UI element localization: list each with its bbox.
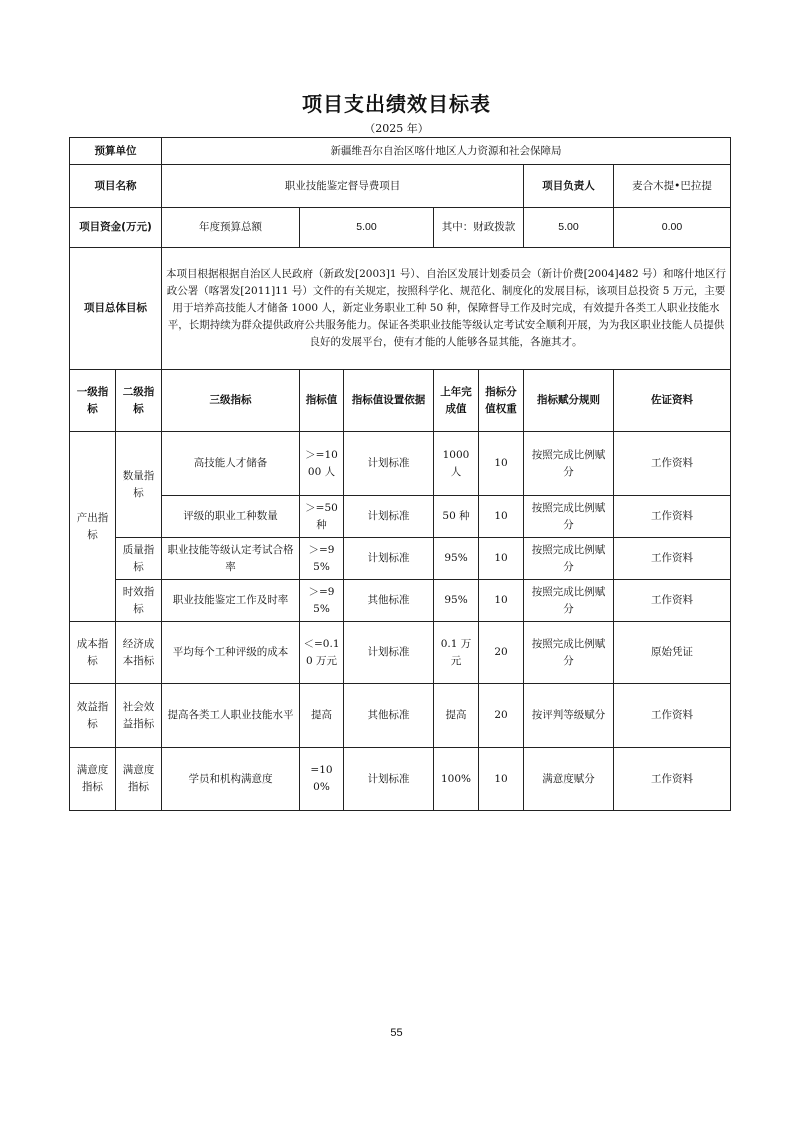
indicator-basis: 计划标准 [344,432,434,496]
header-value: 指标值 [300,370,344,432]
group-output: 产出指标 [70,432,116,622]
indicator-weight: 10 [479,580,524,622]
indicator-name: 平均每个工种评级的成本 [162,622,300,684]
indicator-rule: 按照完成比例赋分 [524,496,614,538]
indicator-name: 职业技能鉴定工作及时率 [162,580,300,622]
indicator-basis: 计划标准 [344,748,434,811]
indicator-value: ＞=95% [300,538,344,580]
indicator-weight: 10 [479,748,524,811]
group-timeliness: 时效指标 [116,580,162,622]
group-quality: 质量指标 [116,538,162,580]
indicator-basis: 计划标准 [344,496,434,538]
indicator-name: 评级的职业工种数量 [162,496,300,538]
table-row [70,538,731,580]
project-owner-label: 项目负责人 [524,165,614,208]
table-row [70,622,731,684]
header-level3: 三级指标 [162,370,300,432]
indicator-evidence: 工作资料 [614,748,731,811]
indicator-value: ＞=1000 人 [300,432,344,496]
fiscal-funds-value: 5.00 [524,208,614,248]
indicator-weight: 20 [479,622,524,684]
project-funds-label: 项目资金(万元) [70,208,162,248]
indicator-basis: 计划标准 [344,622,434,684]
table-row [70,580,731,622]
indicator-evidence: 工作资料 [614,538,731,580]
indicator-last-year: 1000 人 [434,432,479,496]
project-name-value: 职业技能鉴定督导费项目 [162,165,524,208]
budget-unit-value: 新疆维吾尔自治区喀什地区人力资源和社会保障局 [162,138,731,165]
annual-budget-value: 5.00 [300,208,434,248]
group-economic-cost: 经济成本指标 [116,622,162,684]
overall-goal-label: 项目总体目标 [70,248,162,370]
header-basis: 指标值设置依据 [344,370,434,432]
indicator-rule: 按照完成比例赋分 [524,580,614,622]
indicator-rule: 按照完成比例赋分 [524,432,614,496]
indicator-last-year: 95% [434,580,479,622]
indicator-rule: 按评判等级赋分 [524,684,614,748]
table-row [70,748,731,811]
group-satisfaction-sub: 满意度指标 [116,748,162,811]
indicator-last-year: 0.1 万元 [434,622,479,684]
overall-goal-text: 本项目根据根据自治区人民政府（新政发[2003]1 号）、自治区发展计划委员会（新计价费[2004]482 号）和喀什地区行政公署（喀署发[2011]11 号）文件的有关规定，按照科学化、规范化、制度化的发展目标，该项目总投资 5 万元，主要用于培养高技能人才储备 1000 人，新定业务职业工种 50 种，保障督导工作及时完成，有效提升各类工人职业技能水平，长期持续为群众提供政府公共服务能力。保证各类职业技能等级认定考试安全顺利开展，为为我区职业技能人员提供良好的发展平台，使有才能的人能够各显其能，各施其才。 [162,248,731,370]
indicator-basis: 计划标准 [344,538,434,580]
indicator-name: 学员和机构满意度 [162,748,300,811]
page-title: 项目支出绩效目标表 [302,92,491,116]
indicator-value: ＜=0.10 万元 [300,622,344,684]
indicator-basis: 其他标准 [344,580,434,622]
group-cost: 成本指标 [70,622,116,684]
indicator-name: 职业技能等级认定考试合格率 [162,538,300,580]
indicator-weight: 10 [479,432,524,496]
group-social-benefit: 社会效益指标 [116,684,162,748]
indicator-weight: 10 [479,496,524,538]
indicator-name: 提高各类工人职业技能水平 [162,684,300,748]
indicator-rule: 按照完成比例赋分 [524,538,614,580]
indicator-evidence: 原始凭证 [614,622,731,684]
indicator-evidence: 工作资料 [614,432,731,496]
page-number: 55 [390,1027,403,1039]
performance-target-table [69,137,731,811]
indicator-evidence: 工作资料 [614,580,731,622]
indicator-last-year: 100% [434,748,479,811]
header-evidence: 佐证资料 [614,370,731,432]
other-funds-value: 0.00 [614,208,731,248]
indicator-value: ＞=50 种 [300,496,344,538]
indicator-weight: 10 [479,538,524,580]
header-level1: 一级指标 [70,370,116,432]
indicator-last-year: 50 种 [434,496,479,538]
indicator-rule: 满意度赋分 [524,748,614,811]
table-row [70,684,731,748]
indicator-name: 高技能人才储备 [162,432,300,496]
header-rule: 指标赋分规则 [524,370,614,432]
annual-budget-label: 年度预算总额 [162,208,300,248]
fiscal-funds-label: 其中：财政拨款 [434,208,524,248]
group-benefit: 效益指标 [70,684,116,748]
indicator-value: =100% [300,748,344,811]
indicator-last-year: 提高 [434,684,479,748]
project-name-label: 项目名称 [70,165,162,208]
group-satisfaction: 满意度指标 [70,748,116,811]
header-level2: 二级指标 [116,370,162,432]
indicator-value: ＞=95% [300,580,344,622]
header-weight: 指标分值权重 [479,370,524,432]
budget-unit-label: 预算单位 [70,138,162,165]
table-row [70,496,731,538]
indicator-evidence: 工作资料 [614,496,731,538]
indicator-evidence: 工作资料 [614,684,731,748]
header-last-year: 上年完成值 [434,370,479,432]
project-owner-value: 麦合木提•巴拉提 [614,165,731,208]
indicator-value: 提高 [300,684,344,748]
table-row [70,432,731,496]
indicator-weight: 20 [479,684,524,748]
indicator-last-year: 95% [434,538,479,580]
group-quantity: 数量指标 [116,432,162,538]
indicator-basis: 其他标准 [344,684,434,748]
year-label: （2025 年） [364,122,429,135]
indicator-rule: 按照完成比例赋分 [524,622,614,684]
